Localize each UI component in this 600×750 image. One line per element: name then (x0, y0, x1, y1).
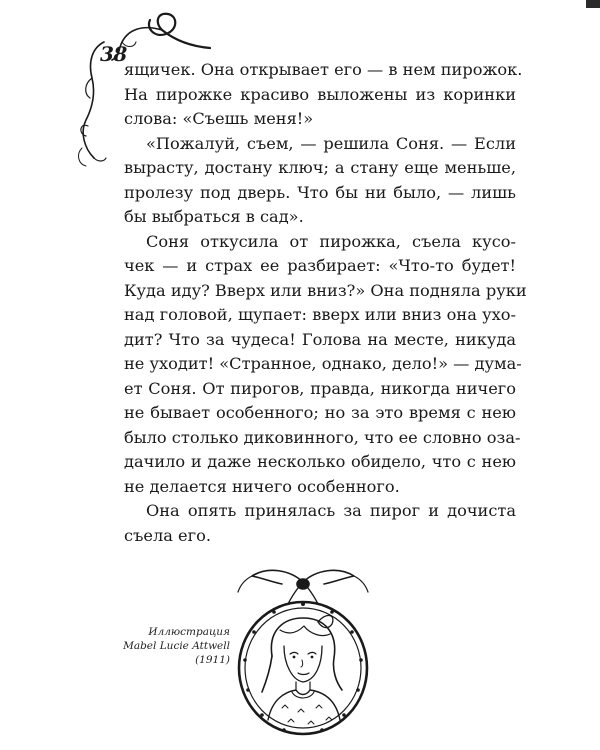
text-line: пролезу под дверь. Что бы ни было, — лишь (124, 182, 516, 202)
text-line: На пирожке красиво выложены из коринки (124, 84, 516, 104)
text-line: Соня откусила от пирожка, съела кусо- (146, 231, 516, 251)
text-line: «Пожалуй, съем, — решила Соня. — Если (146, 133, 516, 153)
text-line: не бывает особенного; но за это время с нею (124, 403, 516, 422)
paragraph-3 (124, 230, 527, 500)
text-line: чек — и страх ее разбирает: «Что-то будет! (124, 256, 516, 275)
caption-label: Иллюстрация (148, 626, 230, 638)
illustration-caption (108, 625, 230, 667)
text-line: не делается ничего особенного. (124, 476, 400, 496)
paragraph-4 (124, 499, 516, 548)
caption-year: (1911) (195, 654, 230, 666)
text-line: съела его. (124, 525, 211, 545)
text-line: дит? Что за чудеса! Голова на месте, никуда (124, 329, 516, 349)
text-line: не уходит! «Странное, однако, дело!» — дума- (124, 354, 522, 373)
paragraph-2 (124, 132, 516, 230)
text-line: ящичек. Она открывает его — в нем пирожок. (124, 60, 523, 79)
text-line: было столько диковинного, что ее словно оза- (124, 427, 521, 447)
text-line: дачило и даже несколько обидело, что с нею (124, 452, 516, 471)
text-line: слова: «Съешь меня!» (124, 109, 314, 128)
paragraph-1 (124, 58, 523, 132)
text-line: над головой, щупает: вверх или вниз она ухо- (124, 305, 516, 324)
text-line: вырасту, достану ключ; а стану еще меньше, (124, 158, 516, 177)
page-number: 38 (100, 42, 127, 66)
girl-portrait-illustration (232, 560, 374, 740)
text-line: Она опять принялась за пирог и дочиста (146, 501, 516, 520)
text-line: бы выбраться в сад». (124, 207, 304, 226)
body-text (124, 58, 527, 548)
caption-artist: Mabel Lucie Attwell (123, 640, 230, 652)
text-line: ет Соня. От пирогов, правда, никогда ничего (124, 378, 516, 398)
page-edge-mark (586, 0, 600, 8)
text-line: Куда иду? Вверх или вниз?» Она подняла руки (124, 280, 527, 300)
